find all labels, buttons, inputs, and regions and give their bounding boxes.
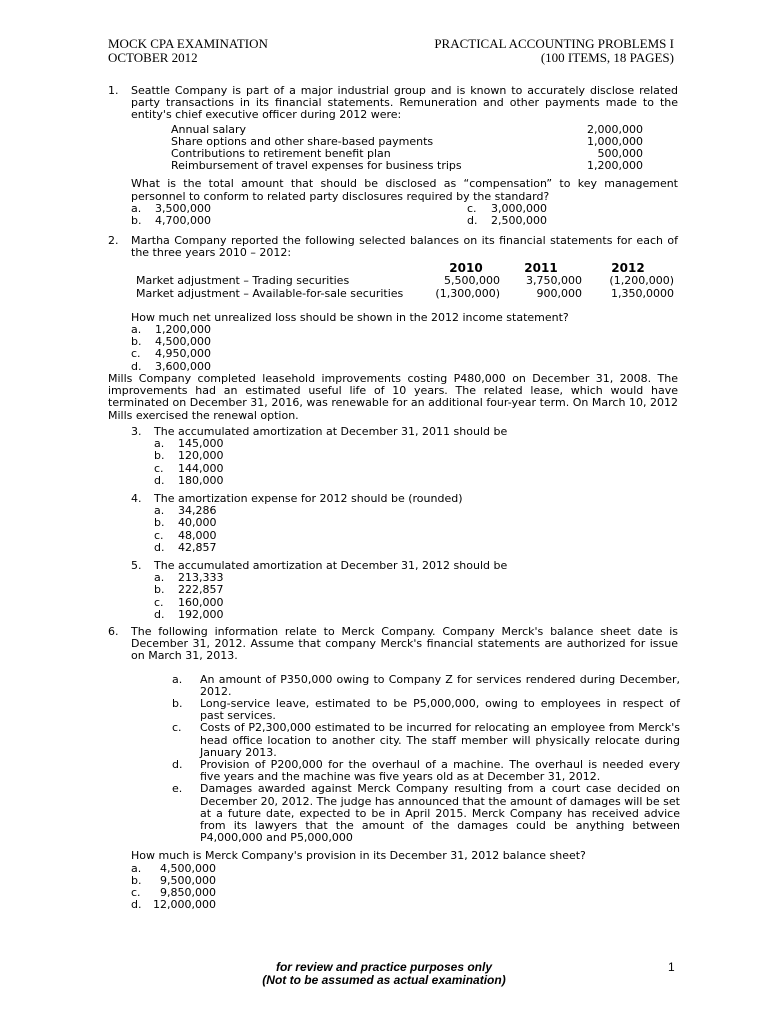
choice-d: d. 12,000,000: [131, 898, 216, 912]
choice-c: c. 160,000: [154, 595, 224, 609]
choice-d: d. 3,600,000: [131, 359, 211, 373]
choices: [154, 438, 678, 487]
compensation-items: [171, 124, 678, 173]
footer-line-2: (Not to be assumed as actual examination): [262, 973, 506, 987]
choice-d: d. 42,857: [154, 540, 217, 554]
choices: [131, 863, 678, 912]
choice-d: d. 192,000: [154, 607, 224, 621]
choice-c: c. 48,000: [154, 528, 217, 542]
question-prompt: How much net unrealized loss should be shown in the 2012 income statement?: [131, 310, 569, 324]
choice-b: b. 4,700,000: [131, 214, 211, 228]
table-header-row: 2010 2011 2012: [449, 261, 645, 276]
page-number: 1: [668, 960, 675, 974]
exam-date: OCTOBER 2012: [108, 50, 198, 65]
question-number: 6.: [108, 625, 119, 638]
question-number: 4.: [131, 492, 142, 505]
table-row: Market adjustment – Trading securities 5,500,000 3,750,000 (1,200,000): [136, 274, 674, 288]
question-number: 2.: [108, 234, 119, 247]
choice-b: b. 120,000: [154, 449, 224, 463]
header-left: [108, 37, 268, 65]
question-text: The accumulated amortization at December 31, 2012 should be: [154, 559, 508, 572]
question-text: The following information relate to Merck Company. Company Merck's balance sheet date is December 31, 2012. Assume that company Merck's financial statements are authorized for issue on March 31, 2013.: [131, 625, 678, 663]
question-prompt: How much is Merck Company's provision in its December 31, 2012 balance sheet?: [131, 849, 586, 863]
footer: [0, 961, 768, 987]
choice-a: a. 34,286: [154, 504, 217, 518]
choices: [154, 572, 678, 621]
choice-b: b. 9,500,000: [131, 873, 216, 887]
question-5: [131, 560, 678, 621]
list-item: d. Provision of P200,000 for the overhaul of a machine. The overhaul is needed every five years and the machine was five years old as at December 31, 2012.: [172, 758, 680, 784]
list-item: c. Costs of P2,300,000 estimated to be incurred for relocating an employee from Merck's head office location to another city. The staff member will physically relocate during January 2013.: [172, 721, 680, 759]
question-2: [108, 235, 678, 373]
footer-line-1: for review and practice purposes only: [275, 960, 493, 974]
choice-a: a. 1,200,000: [131, 323, 211, 337]
choice-c: c. 3,000,000: [467, 201, 547, 215]
choice-a: a. 3,500,000: [131, 201, 211, 215]
choice-d: d. 2,500,000: [467, 214, 547, 228]
choice-a: a. 4,500,000: [131, 861, 216, 875]
question-text: Seattle Company is part of a major industrial group and is known to accurately disclose related party transactions in its financial statements. Remuneration and other payments made to the entity's chief executive officer during 2012 were:: [131, 84, 678, 122]
list-item: Contributions to retirement benefit plan 500,000: [171, 147, 643, 161]
items-pages: (100 ITEMS, 18 PAGES): [540, 50, 674, 65]
subject-title: PRACTICAL ACCOUNTING PROBLEMS I: [434, 36, 674, 51]
choice-b: b. 222,857: [154, 583, 224, 597]
question-text: The amortization expense for 2012 should be (rounded): [154, 492, 463, 505]
question-4: [131, 493, 678, 554]
question-prompt: What is the total amount that should be disclosed as “compensation” to key management personnel to conform to related party disclosures required by the standard?: [131, 177, 678, 203]
list-item: e. Damages awarded against Merck Company resulting from a court case decided on December 20, 2012. The judge has announced that the amount of damages will be set at a future date, expected to be in April 2015. Merck Company has received advice from its lawyers that the amount of the damages could be anything between P4,000,000 and P5,000,000: [172, 782, 680, 845]
choices: [154, 505, 678, 554]
choices: [131, 203, 678, 227]
question-text: Martha Company reported the following selected balances on its financial statements for each of the three years 2010 – 2012:: [131, 234, 678, 260]
choice-d: d. 180,000: [154, 473, 224, 487]
choice-a: a. 145,000: [154, 437, 224, 451]
exam-title: MOCK CPA EXAMINATION: [108, 36, 268, 51]
question-6: [108, 626, 678, 911]
header-right: [434, 37, 674, 65]
mills-company-paragraph: Mills Company completed leasehold improvements costing P480,000 on December 31, 2008. The improvements had an estimated useful life of 10 years. The related lease, which would have terminated on December 31, 2016, was renewable for an additional four-year term. On March 10, 2012 Mills exercised the renewal option.: [108, 372, 678, 422]
choice-c: c. 4,950,000: [131, 347, 211, 361]
choice-c: c. 9,850,000: [131, 886, 216, 900]
question-text: The accumulated amortization at December 31, 2011 should be: [154, 425, 508, 438]
merck-items: [172, 674, 680, 845]
choice-b: b. 40,000: [154, 516, 217, 530]
choices: [131, 324, 678, 373]
question-number: 3.: [131, 425, 142, 438]
table-row: Market adjustment – Available-for-sale securities (1,300,000) 900,000 1,350,0000: [136, 286, 674, 300]
list-item: a. An amount of P350,000 owing to Company Z for services rendered during December, 2012.: [172, 672, 680, 698]
balances-table: [136, 261, 674, 299]
question-number: 1.: [108, 84, 119, 97]
choice-c: c. 144,000: [154, 461, 224, 475]
question-number: 5.: [131, 559, 142, 572]
list-item: Share options and other share-based payments 1,000,000: [171, 134, 643, 148]
list-item: Reimbursement of travel expenses for business trips 1,200,000: [171, 159, 643, 173]
question-3: [131, 426, 678, 487]
choice-a: a. 213,333: [154, 571, 224, 585]
question-1: [108, 85, 678, 227]
choice-b: b. 4,500,000: [131, 335, 211, 349]
list-item: Annual salary 2,000,000: [171, 122, 643, 136]
list-item: b. Long-service leave, estimated to be P5,000,000, owing to employees in respect of past services.: [172, 697, 680, 723]
